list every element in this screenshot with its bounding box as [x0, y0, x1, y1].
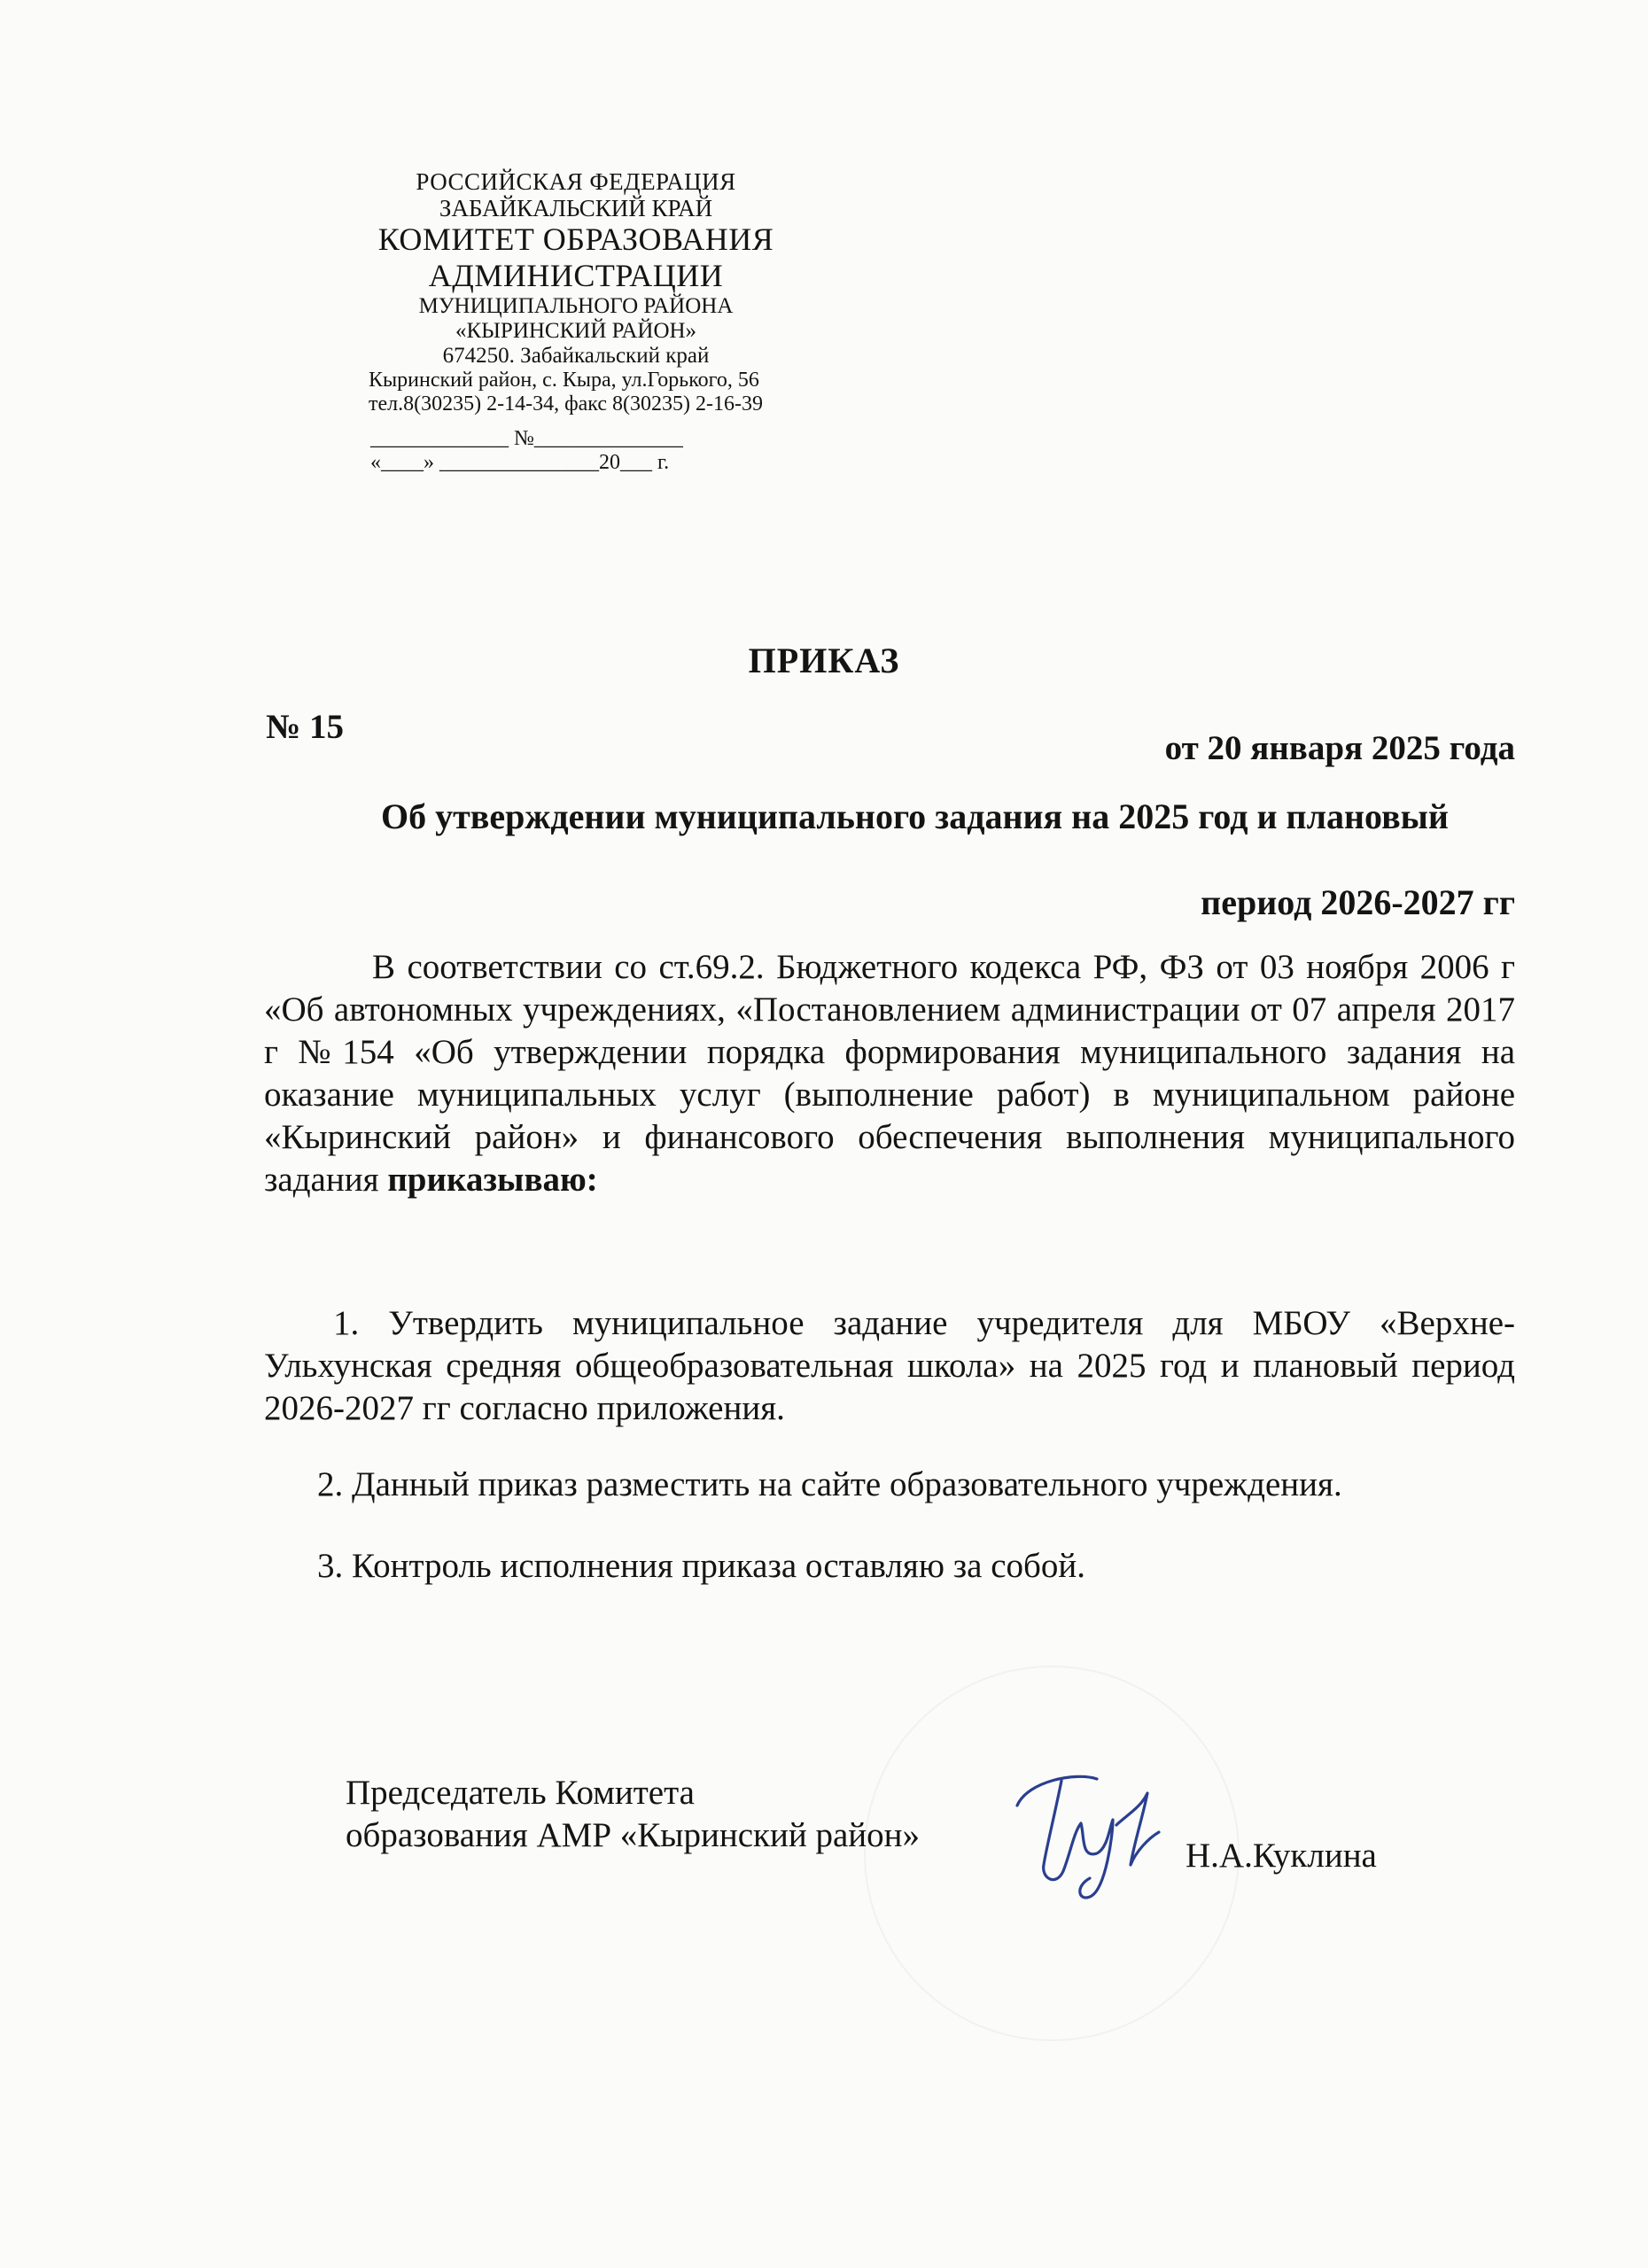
- letterhead-phone: тел.8(30235) 2-14-34, факс 8(30235) 2-16-39: [369, 392, 763, 416]
- letterhead-blank-fields: [370, 427, 787, 475]
- order-item-3: 3. Контроль исполнения приказа оставляю за собой.: [317, 1547, 1085, 1585]
- letterhead-region: ЗАБАЙКАЛЬСКИЙ КРАЙ: [439, 195, 713, 222]
- order-date: от 20 января 2025 года: [1164, 729, 1515, 767]
- letterhead-date-line: «____» _______________20___ г.: [370, 451, 670, 474]
- order-subject-line1: Об утверждении муниципального задания на 2025 год и плановый: [381, 796, 1449, 836]
- order-word: приказываю:: [387, 1161, 598, 1199]
- letterhead-address: Кыринский район, с. Кыра, ул.Горького, 56: [369, 368, 759, 392]
- letterhead-district: «КЫРИНСКИЙ РАЙОН»: [455, 318, 697, 343]
- letterhead: [363, 168, 789, 416]
- letterhead-administration: АДМИНИСТРАЦИИ: [428, 258, 724, 294]
- letterhead-country: РОССИЙСКАЯ ФЕДЕРАЦИЯ: [416, 168, 736, 195]
- letterhead-number-line: _____________ №______________: [370, 427, 683, 450]
- signer-position-line1: Председатель Комитета: [346, 1774, 695, 1812]
- letterhead-municipality: МУНИЦИПАЛЬНОГО РАЙОНА: [418, 293, 734, 318]
- order-item-2: 2. Данный приказ разместить на сайте образовательного учреждения.: [317, 1465, 1342, 1503]
- letterhead-postcode: 674250. Забайкальский край: [442, 343, 710, 368]
- order-item-1: 1. Утвердить муниципальное задание учредителя для МБОУ «Верхне-Ульхунская средняя общеобразовательная школа» на 2025 год и плановый период 2026-2027 гг согласно приложения.: [264, 1304, 1515, 1427]
- intro-text: В соответствии со ст.69.2. Бюджетного кодекса РФ, ФЗ от 03 ноября 2006 г «Об автономных учреждениях, «Постановлением администрации от 07 апреля 2017 г №154 «Об утверждении порядка формирования муниципального задания на оказание муниципальных услуг (выполнение работ) в муниципальном районе «Кыринский район» и финансового обеспечения выполнения муниципального задания: [264, 948, 1515, 1199]
- document-title: ПРИКАЗ: [748, 641, 900, 680]
- letterhead-organization: КОМИТЕТ ОБРАЗОВАНИЯ: [377, 221, 774, 258]
- signer-position-line2: образования АМР «Кыринский район»: [346, 1816, 921, 1854]
- intro-paragraph: [264, 946, 1515, 1201]
- order-number: № 15: [266, 708, 344, 746]
- order-subject-line2: период 2026-2027 гг: [1201, 882, 1515, 922]
- handwritten-signature: [992, 1754, 1178, 1905]
- signer-name: Н.А.Куклина: [1185, 1837, 1377, 1875]
- signer-position: [346, 1772, 920, 1857]
